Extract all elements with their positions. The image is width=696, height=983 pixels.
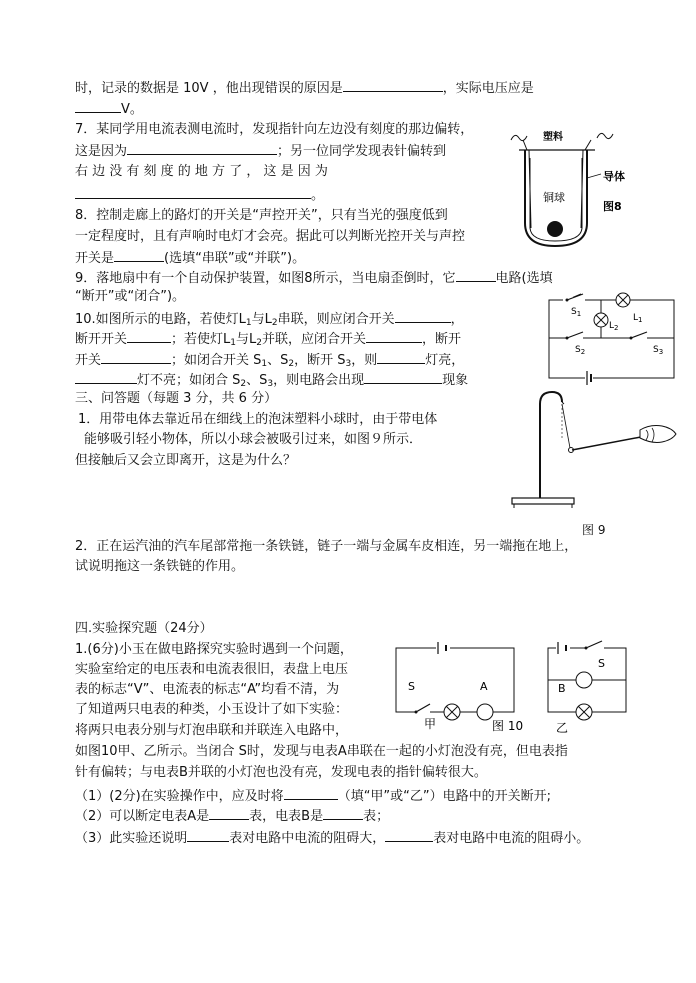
figure-9-caption: 图 9	[582, 523, 606, 537]
label-b: B	[558, 682, 566, 695]
label-s3: S	[653, 345, 659, 355]
figure-10-caption: 图 10	[492, 719, 524, 733]
sub-question-3: （3）此实验还说明 表对电路中电流的阻碍大， 表对电路中电流的阻碍小。	[75, 828, 589, 848]
text-line: 实验室给定的电压表和电流表很旧，表盘上电压	[75, 662, 349, 677]
sub-question-1: （1）(2分)在实验操作中，应及时将 （填“甲”或“乙”）电路中的开关断开;	[75, 786, 551, 806]
text-line: “断开”或“闭合”)。	[75, 289, 186, 304]
figure-10-circuits	[390, 640, 640, 740]
text-line: 开关是 (选填“串联”或“并联”)。	[75, 248, 305, 268]
label-yi: 乙	[556, 721, 569, 735]
text-line: 右 边 没 有 刻 度 的 地 方 了 ， 这 是 因 为	[75, 164, 328, 179]
sub-question-2: （2）可以断定电表A是 表，电表B是 表；	[75, 806, 389, 826]
svg-text:S3: $S_3$	[653, 345, 664, 356]
label-s-yi: S	[598, 657, 605, 670]
text-line: 表的标志“V”、电流表的标志“A”均看不清，为	[75, 682, 340, 697]
label-copper-ball: 铜球	[543, 191, 565, 204]
svg-text:L1: $L_1$	[633, 313, 643, 324]
answer-blank[interactable]	[343, 78, 443, 92]
question-8: 8．控制走廊上的路灯的开关是“声控开关”，只有当光的强度低到	[75, 208, 448, 223]
label-l2: L	[609, 321, 615, 331]
svg-text:S1: $S_1$	[571, 307, 582, 318]
text-line: 开关 ；如闭合开关 $S_1$、$S_2$，断开 $S_3$，则 灯亮，	[75, 350, 464, 373]
question-9: 9．落地扇中有一个自动保护装置，如图8所示，当电扇歪倒时，它 电路(选填	[75, 268, 553, 288]
text-line: 灯不亮；如闭合 $S_2$、$S_3$，则电路会出现 现象	[75, 370, 468, 393]
answer-blank[interactable]	[395, 309, 451, 323]
text-line: 但接触后又会立即离开，这是为什么？	[75, 453, 297, 468]
q10-circuit-diagram	[545, 292, 680, 386]
figure-8-caption: 图8	[603, 200, 622, 213]
label-l1: L	[633, 313, 639, 323]
question-7: 7．某同学用电流表测电流时，发现指针向左边没有刻度的那边偏转，	[75, 122, 474, 137]
answer-blank[interactable]	[366, 329, 422, 343]
answer-blank[interactable]	[385, 828, 433, 842]
answer-blank[interactable]	[456, 268, 496, 282]
section-heading: 四.实验探究题（24分）	[75, 621, 213, 636]
figure-9-apparatus	[500, 386, 680, 510]
answer-blank[interactable]	[75, 99, 121, 113]
figure-8-tilt-switch	[505, 128, 640, 248]
experiment-1: 1.(6分)小玉在做电路探究实验时遇到一个问题，	[75, 642, 353, 657]
text-line: 。	[75, 185, 324, 205]
answer-blank[interactable]	[114, 248, 164, 262]
label-jia: 甲	[424, 717, 437, 731]
section-heading: 三、问答题（每题 3 分，共 6 分）	[75, 391, 278, 406]
question-10: 10.如图所示的电路，若使灯$L_1$与$L_2$串联，则应闭合开关 ，	[75, 309, 464, 332]
text-line: 能够吸引轻小物体，所以小球会被吸引过来，如图９所示．	[84, 432, 423, 447]
text-line: 时，记录的数据是 10V ，他出现错误的原因是 ，实际电压应是	[75, 78, 534, 98]
text-line: V。	[75, 99, 143, 119]
answer-blank[interactable]	[323, 806, 363, 820]
text-line: 断开开关 ；若使灯$L_1$与$L_2$并联，应闭合开关 ，断开	[75, 329, 461, 352]
label-conductor: 导体	[603, 170, 625, 183]
answer-blank[interactable]	[209, 806, 249, 820]
label-s1: S	[571, 307, 577, 317]
qa-2: 2．正在运汽油的汽车尾部常拖一条铁链，链子一端与金属车皮相连，另一端拖在地上，	[75, 539, 578, 554]
text-line: 试说明拖这一条铁链的作用。	[75, 559, 245, 574]
answer-blank[interactable]	[127, 141, 277, 155]
qa-1: 1．用带电体去靠近吊在细线上的泡沫塑料小球时，由于带电体	[78, 412, 438, 427]
answer-blank[interactable]	[127, 329, 171, 343]
answer-blank[interactable]	[75, 185, 311, 199]
text-line: 针有偏转；与电表B并联的小灯泡也没有亮，发现电表的指针偏转很大。	[75, 765, 487, 780]
answer-blank[interactable]	[101, 350, 171, 364]
text-line: 这是因为 ；另一位同学发现表针偏转到	[75, 141, 446, 161]
text-line: 如图10甲、乙所示。当闭合 S时，发现与电表A串联在一起的小灯泡没有亮，但电表指	[75, 744, 568, 759]
svg-text:S2: $S_2$	[575, 345, 586, 356]
text-line: 一定程度时，且有声响时电灯才会亮。据此可以判断光控开关与声控	[75, 229, 466, 244]
label-plastic: 塑料	[543, 132, 563, 143]
answer-blank[interactable]	[75, 370, 137, 384]
answer-blank[interactable]	[187, 828, 229, 842]
label-s2: S	[575, 345, 581, 355]
text-line: 将两只电表分别与灯泡串联和并联连入电路中，	[75, 723, 349, 738]
svg-text:L2: $L_2$	[609, 321, 619, 332]
answer-blank[interactable]	[377, 350, 425, 364]
answer-blank[interactable]	[364, 370, 442, 384]
label-a: A	[480, 680, 488, 693]
label-s-jia: S	[408, 680, 415, 693]
text-line: 了知道两只电表的种类，小玉设计了如下实验：	[75, 702, 349, 717]
answer-blank[interactable]	[284, 786, 338, 800]
